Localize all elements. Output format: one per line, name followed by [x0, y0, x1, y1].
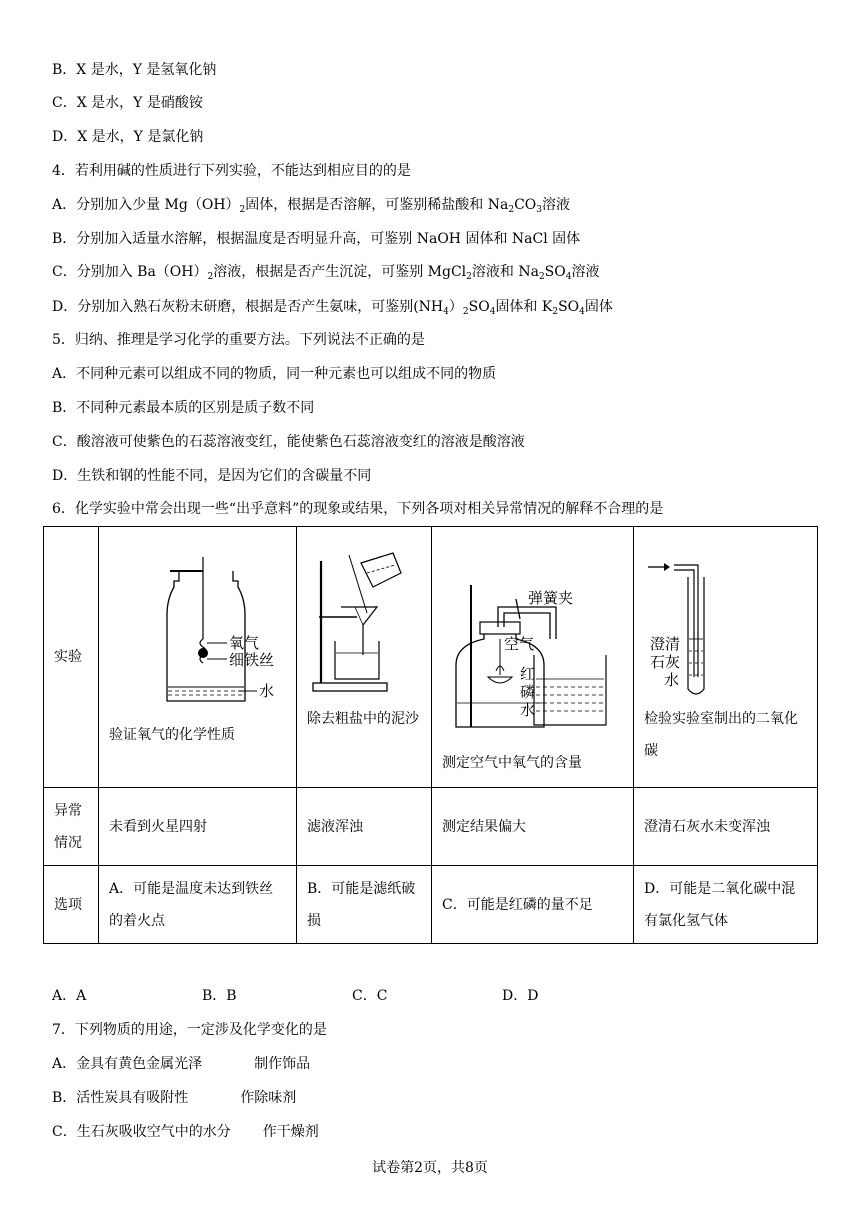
- q6-stem: 6．化学实验中常会出现一些“出乎意料”的现象或结果，下列各项对相关异常情况的解释不合理的是: [52, 501, 664, 517]
- option-cell-b: B．可能是滤纸破损: [297, 866, 432, 944]
- label-iron-wire: 细铁丝: [229, 652, 275, 669]
- page-footer: 试卷第2页，共8页: [372, 1160, 488, 1176]
- q4-option-a: A．分别加入少量 $Mg(OH)_2$固体，根据是否溶解，可鉴别稀盐酸和 $Na_2CO_3$溶液: [52, 197, 570, 215]
- filtration-diagram: [297, 527, 432, 787]
- experiment-cell-4: [634, 527, 818, 788]
- abnormal-row: [44, 788, 818, 866]
- q4-option-b: B．分别加入适量水溶解，根据温度是否明显升高，可鉴别 NaOH 固体和 NaCl 固体: [52, 231, 581, 247]
- experiment-cell-2: [297, 527, 432, 788]
- option-row: [44, 866, 818, 944]
- q5-option-b: B．不同种元素最本质的区别是质子数不同: [52, 400, 315, 416]
- label-oxygen: 氧气: [229, 635, 260, 652]
- q5-option-c: C．酸溶液可使紫色的石蕊溶液变红，能使紫色石蕊溶液变红的溶液是酸溶液: [52, 434, 525, 450]
- q7-option-a: A．金具有黄色金属光泽 制作饰品: [52, 1056, 311, 1072]
- q6-answer-options: [52, 986, 652, 1006]
- caption-exp-3: 测定空气中氧气的含量: [442, 755, 582, 771]
- abnormal-4: 澄清石灰水未变浑浊: [634, 788, 818, 866]
- q7-stem: 7．下列物质的用途，一定涉及化学变化的是: [52, 1022, 327, 1038]
- caption-exp-1: 验证氧气的化学性质: [109, 727, 235, 743]
- label-clamp: 弹簧夹: [528, 590, 574, 607]
- label-clear: 澄清: [650, 636, 681, 653]
- experiment-cell-3: [432, 527, 634, 788]
- q3-option-b: B．X 是水，Y 是氢氧化钠: [52, 62, 217, 78]
- option-cell-c: C．可能是红磷的量不足: [432, 866, 634, 944]
- abnormal-2: 滤液浑浊: [297, 788, 432, 866]
- label-red: 红: [520, 666, 536, 683]
- q6-answer-d: D．D: [502, 988, 539, 1004]
- q6-table: [43, 526, 818, 944]
- experiment-row: [44, 527, 818, 788]
- label-water-3: 水: [520, 702, 536, 719]
- q7-option-b: B．活性炭具有吸附性 作除味剂: [52, 1090, 297, 1106]
- q6-answer-a: A．A: [52, 988, 87, 1004]
- option-cell-d: D．可能是二氧化碳中混有氯化氢气体: [634, 866, 818, 944]
- row-label-experiment: 实验: [44, 527, 99, 788]
- row-label-option: 选项: [44, 866, 99, 944]
- q5-option-a: A．不同种元素可以组成不同的物质，同一种元素也可以组成不同的物质: [52, 366, 497, 382]
- q6-answer-c: C．C: [352, 988, 388, 1004]
- option-cell-a: A．可能是温度未达到铁丝的着火点: [99, 866, 297, 944]
- q3-option-d: D．X 是水，Y 是氯化钠: [52, 129, 204, 145]
- q6-answer-b: B．B: [202, 988, 237, 1004]
- label-water-4: 水: [664, 672, 680, 689]
- q5-option-d: D．生铁和钢的性能不同，是因为它们的含碳量不同: [52, 468, 372, 484]
- caption-exp-2: 除去粗盐中的泥沙: [307, 711, 419, 727]
- q5-stem: 5．归纳、推理是学习化学的重要方法。下列说法不正确的是: [52, 332, 425, 348]
- label-phosphorus: 磷: [520, 684, 536, 701]
- abnormal-3: 测定结果偏大: [432, 788, 634, 866]
- row-label-abnormal: 异常情况: [44, 788, 99, 866]
- q4-option-d: D．分别加入熟石灰粉末研磨，根据是否产生氨味，可鉴别$(NH_4)_2SO_4$固体和 $K_2SO_4$固体: [52, 299, 613, 317]
- label-air: 空气: [504, 636, 535, 653]
- abnormal-1: 未看到火星四射: [99, 788, 297, 866]
- q7-option-c: C．生石灰吸收空气中的水分 作干燥剂: [52, 1124, 319, 1140]
- q4-option-c: C．分别加入 $Ba(OH)_2$溶液，根据是否产生沉淀，可鉴别 MgCl$_2$溶液和 $Na_2SO_4$溶液: [52, 264, 600, 282]
- q4-stem: 4．若利用碱的性质进行下列实验，不能达到相应目的的是: [52, 163, 411, 179]
- label-lime: 石灰: [650, 654, 681, 671]
- experiment-cell-1: [99, 527, 297, 788]
- caption-exp-4: 检验实验室制出的二氧化碳: [644, 711, 798, 759]
- label-water-1: 水: [259, 683, 275, 700]
- q3-option-c: C．X 是水，Y 是硝酸铵: [52, 95, 203, 111]
